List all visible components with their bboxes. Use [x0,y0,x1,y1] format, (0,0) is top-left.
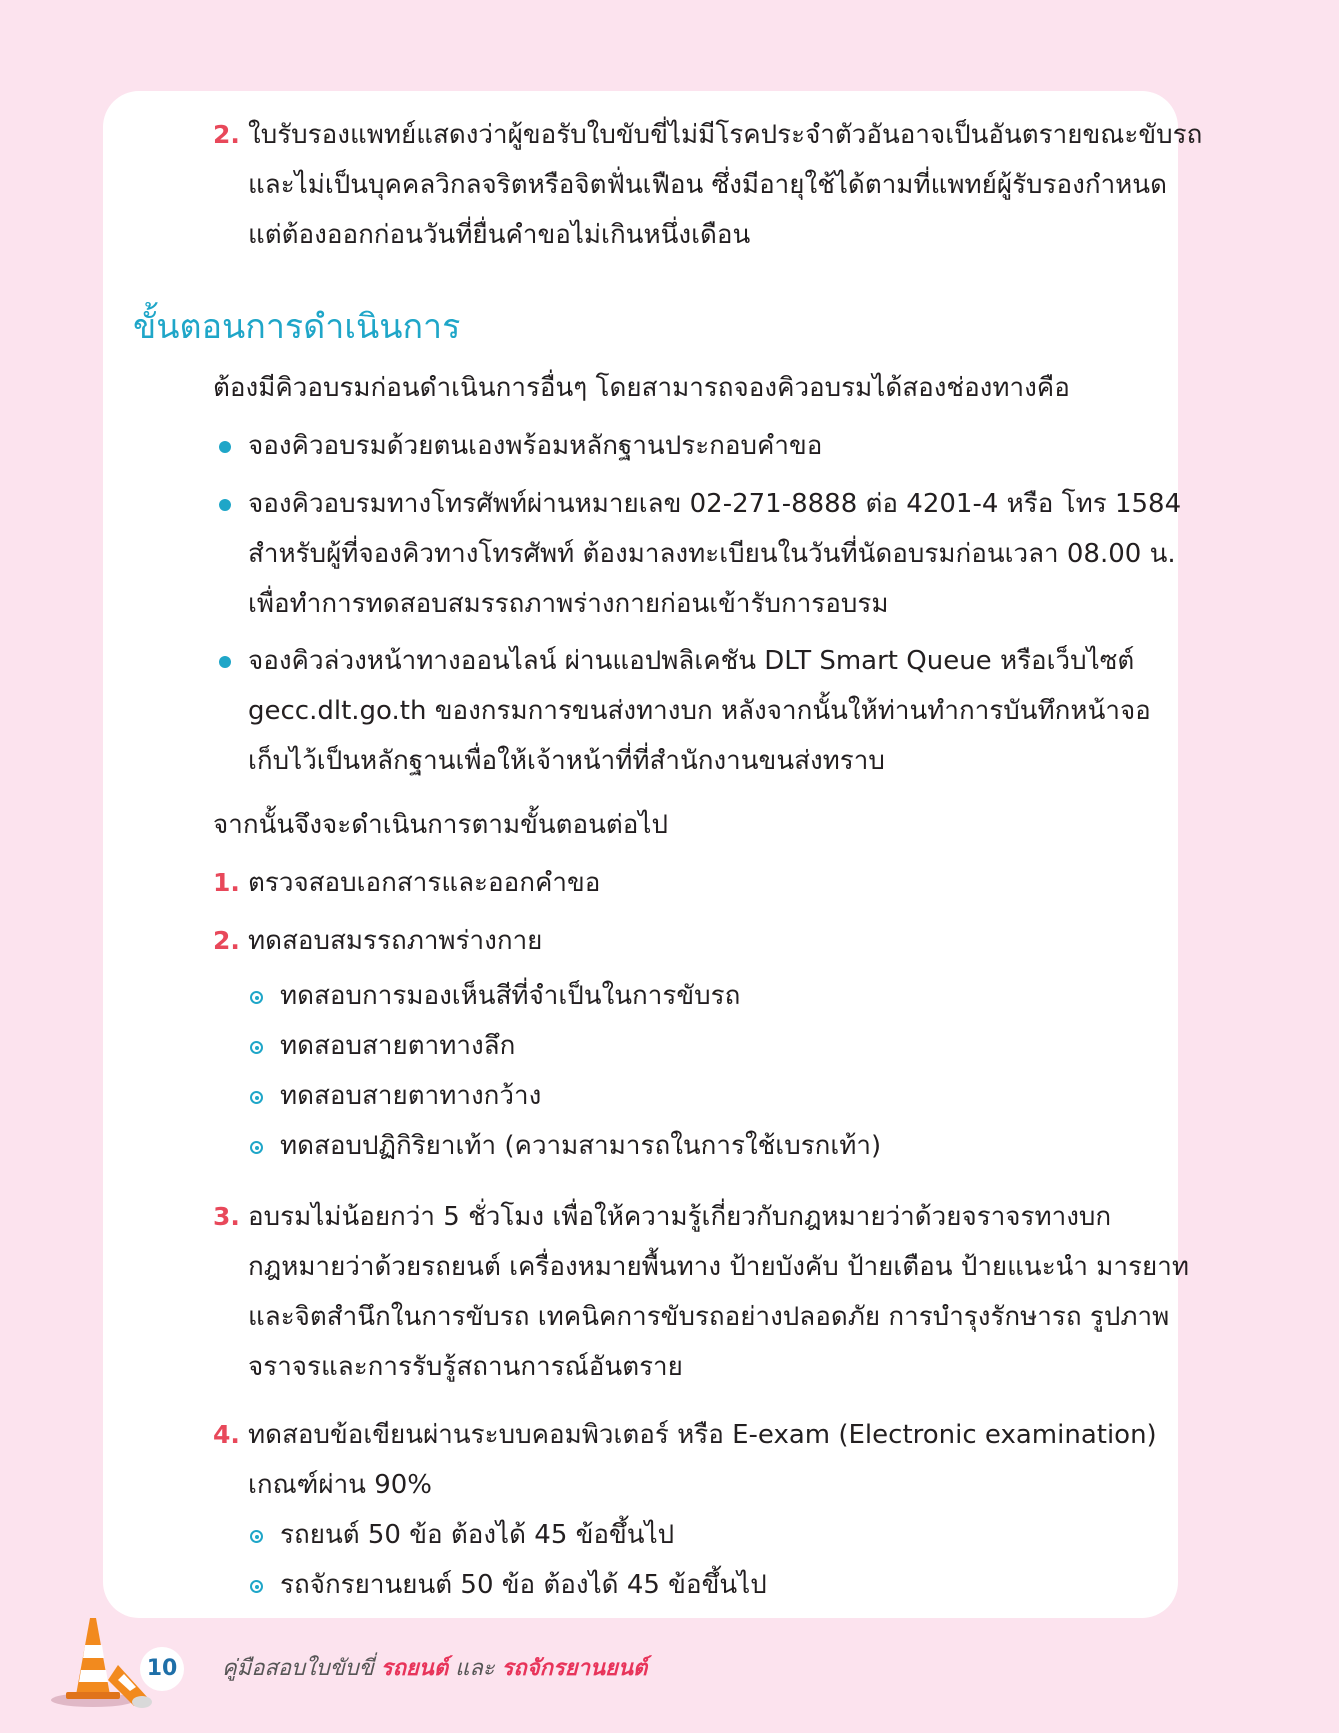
section-intro: ต้องมีคิวอบรมก่อนดำเนินการอื่นๆ โดยสามารถจองคิวอบรมได้สองช่องทางคือ [213,373,1070,403]
bullet-dot-icon [219,656,231,668]
section-heading: ขั้นตอนการดำเนินการ [133,307,461,347]
bullet-text-line: จองคิวอบรมด้วยตนเองพร้อมหลักฐานประกอบคำขอ [248,431,823,461]
item-number: 2. [213,120,240,149]
item-text-line: ใบรับรองแพทย์แสดงว่าผู้ขอรับใบขับขี่ไม่มีโรคประจำตัวอันอาจเป็นอันตรายขณะขับรถ [248,120,1203,150]
item-text-line: และไม่เป็นบุคคลวิกลจริตหรือจิตฟั่นเฟือน ซึ่งมีอายุใช้ได้ตามที่แพทย์ผู้รับรองกำหนด [248,170,1167,200]
step-text-line: อบรมไม่น้อยกว่า 5 ชั่วโมง เพื่อให้ความรู้เกี่ยวกับกฎหมายว่าด้วยจราจรทางบก [248,1202,1112,1232]
bullet-text-line: gecc.dlt.go.th ของกรมการขนส่งทางบก หลังจากนั้นให้ท่านทำการบันทึกหน้าจอ [248,696,1151,726]
bullet-text-line: จองคิวอบรมทางโทรศัพท์ผ่านหมายเลข 02-271-8888 ต่อ 4201-4 หรือ โทร 1584 [248,489,1182,519]
step-number: 4. [213,1420,240,1449]
sub-bullet-ring-icon [250,991,263,1004]
then-text: จากนั้นจึงจะดำเนินการตามขั้นตอนต่อไป [213,810,668,840]
sub-item-text: ทดสอบสายตาทางลึก [280,1031,516,1061]
sub-bullet-ring-icon [250,1141,263,1154]
item-text-line: แต่ต้องออกก่อนวันที่ยื่นคำขอไม่เกินหนึ่งเดือน [248,220,751,250]
step-text-line: จราจรและการรับรู้สถานการณ์อันตราย [248,1352,683,1382]
sub-item-text: ทดสอบการมองเห็นสีที่จำเป็นในการขับรถ [280,981,741,1011]
sub-item-text: รถจักรยานยนต์ 50 ข้อ ต้องได้ 45 ข้อขึ้นไป [280,1570,767,1600]
footer-car: รถยนต์ [380,1656,449,1681]
step-number: 1. [213,868,240,897]
bullet-text-line: จองคิวล่วงหน้าทางออนไลน์ ผ่านแอปพลิเคชัน DLT Smart Queue หรือเว็บไซต์ [248,646,1135,676]
footer-title [222,1652,647,1686]
step-text-line: และจิตสำนึกในการขับรถ เทคนิคการขับรถอย่างปลอดภัย การบำรุงรักษารถ รูปภาพ [248,1302,1170,1332]
sub-bullet-ring-icon [250,1091,263,1104]
footer-and: และ [448,1656,502,1681]
sub-bullet-ring-icon [250,1041,263,1054]
step-text-line: ทดสอบข้อเขียนผ่านระบบคอมพิวเตอร์ หรือ E-exam (Electronic examination) [248,1420,1157,1450]
bullet-text-line: เก็บไว้เป็นหลักฐานเพื่อให้เจ้าหน้าที่ที่สำนักงานขนส่งทราบ [248,746,885,776]
bullet-dot-icon [219,441,231,453]
footer-motorcycle: รถจักรยานยนต์ [501,1656,648,1681]
step-text-line: ทดสอบสมรรถภาพร่างกาย [248,926,543,956]
step-text-line: เกณฑ์ผ่าน 90% [248,1470,432,1500]
sub-item-text: ทดสอบสายตาทางกว้าง [280,1081,542,1111]
step-text-line: กฎหมายว่าด้วยรถยนต์ เครื่องหมายพื้นทาง ป้ายบังคับ ป้ายเตือน ป้ายแนะนำ มารยาท [248,1252,1189,1282]
footer-prefix: คู่มือสอบใบขับขี่ [222,1656,381,1681]
sub-bullet-ring-icon [250,1530,263,1543]
step-number: 2. [213,926,240,955]
sub-item-text: รถยนต์ 50 ข้อ ต้องได้ 45 ข้อขึ้นไป [280,1520,675,1550]
page-number: 10 [140,1647,184,1691]
step-text-line: ตรวจสอบเอกสารและออกคำขอ [248,868,601,898]
sub-item-text: ทดสอบปฏิกิริยาเท้า (ความสามารถในการใช้เบรกเท้า) [280,1131,882,1161]
sub-bullet-ring-icon [250,1580,263,1593]
step-number: 3. [213,1202,240,1231]
bullet-dot-icon [219,499,231,511]
bullet-text-line: สำหรับผู้ที่จองคิวทางโทรศัพท์ ต้องมาลงทะเบียนในวันที่นัดอบรมก่อนเวลา 08.00 น. [248,539,1176,569]
bullet-text-line: เพื่อทำการทดสอบสมรรถภาพร่างกายก่อนเข้ารับการอบรม [248,589,889,619]
